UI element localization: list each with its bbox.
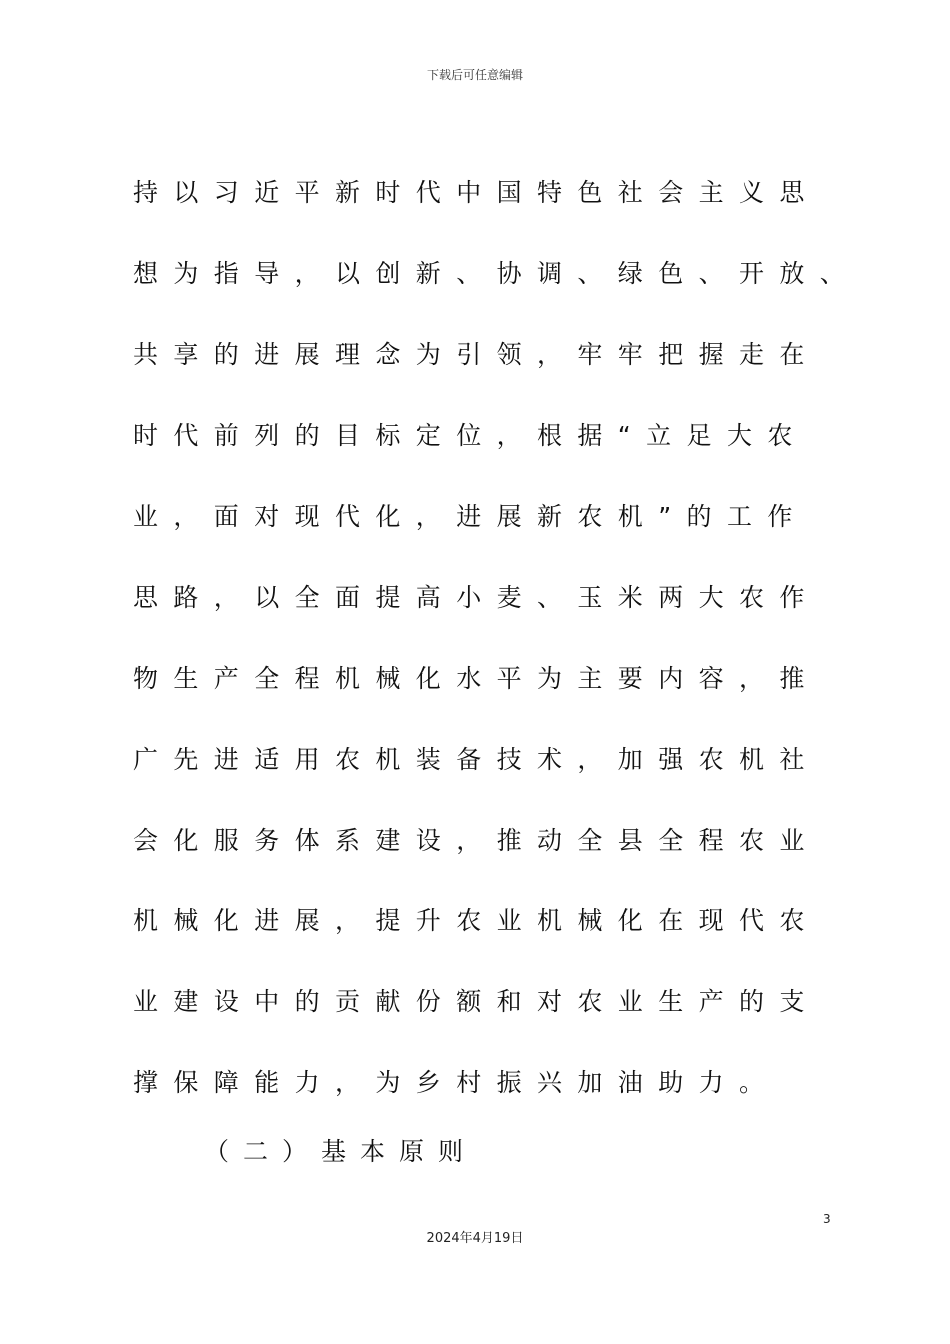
section-heading: （二）基本原则 [204, 1137, 478, 1166]
body-line: 会化服务体系建设，推动全县全程农业 [133, 826, 820, 855]
body-line: 想为指导，以创新、协调、绿色、开放、 [133, 259, 861, 288]
body-line: 业建设中的贡献份额和对农业生产的支 [133, 987, 820, 1016]
body-line: 共享的进展理念为引领，牢牢把握走在 [133, 340, 820, 369]
body-line: 撑保障能力，为乡村振兴加油助力。 [133, 1068, 780, 1097]
page-number: 3 [823, 1212, 831, 1226]
body-line: 广先进适用农机装备技术，加强农机社 [133, 745, 820, 774]
page-header: 下载后可任意编辑 [426, 68, 523, 82]
body-line: 物生产全程机械化水平为主要内容，推 [133, 664, 820, 693]
body-line: 持以习近平新时代中国特色社会主义思 [133, 178, 820, 207]
body-line: 思路，以全面提高小麦、玉米两大农作 [133, 583, 820, 612]
body-line: 时代前列的目标定位，根据“立足大农 [133, 421, 808, 450]
body-line: 业，面对现代化，进展新农机”的工作 [133, 502, 808, 531]
footer-date: 2024年4月19日 [426, 1231, 524, 1246]
body-line: 机械化进展，提升农业机械化在现代农 [133, 906, 820, 935]
